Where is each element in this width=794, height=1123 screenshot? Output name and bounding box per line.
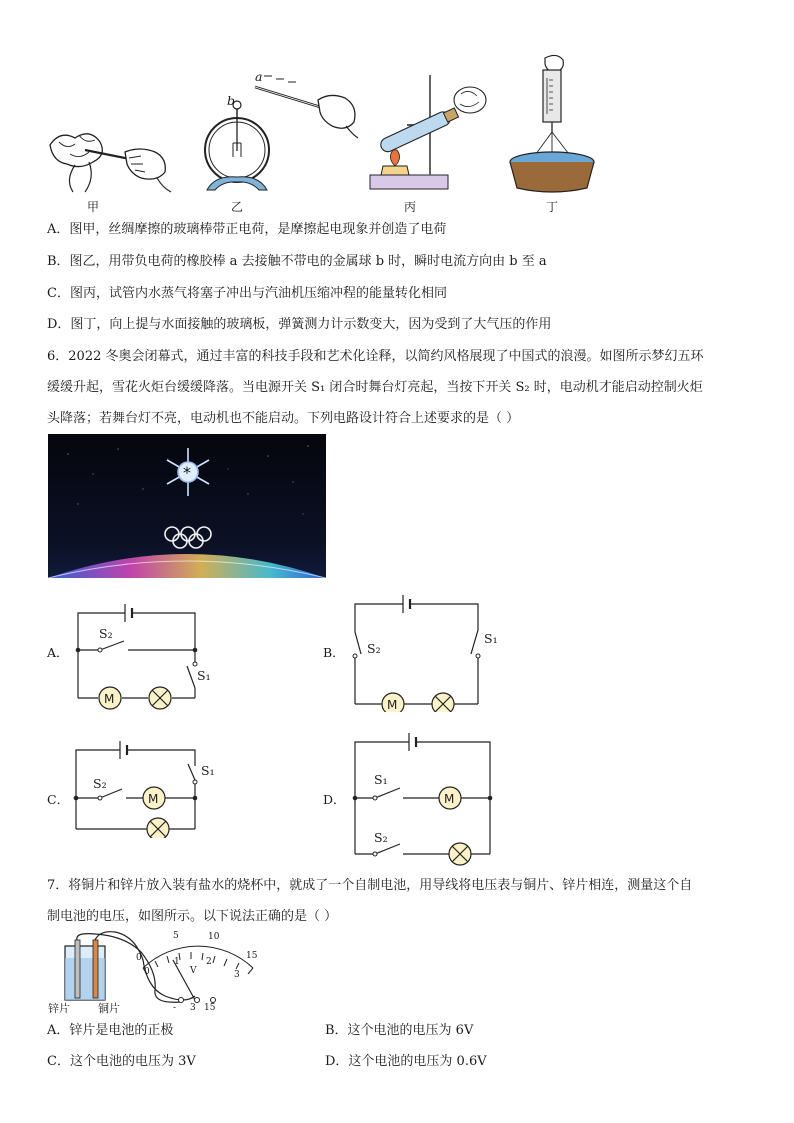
meter-upper-0: 0 [136,953,142,963]
terminal-3: 3 [190,1003,196,1013]
circuit-d-s2: S₂ [374,830,388,845]
option-letter-d: D． [323,792,346,807]
q7-option-d: D．这个电池的电压为 0.6V [325,1054,487,1069]
meter-unit: V [190,966,197,976]
motor-symbol: M [104,692,115,706]
circuit-d-s1: S₁ [374,772,388,787]
circuit-b-s2: S₂ [367,641,381,656]
label-zinc-plate: 锌片 [48,1002,70,1015]
q5-option-c: C．图丙，试管内水蒸气将塞子冲出与汽油机压缩冲程的能量转化相同 [47,286,447,301]
motor-symbol-d: M [444,792,455,806]
q5-option-a: A．图甲，丝绸摩擦的玻璃棒带正电荷，是摩擦起电现象并创造了电荷 [47,222,447,237]
circuit-c-s1: S₁ [201,763,215,778]
q6-stem-line-2: 缓缓升起，雪花火炬台缓缓降落。当电源开关 S₁ 闭合时舞台灯亮起，当按下开关 S₂ 时，电动机才能启动控制火炬 [47,380,703,395]
q7-option-b: B．这个电池的电压为 6V [325,1023,474,1038]
figure-jia-silk-rubbing [45,120,175,195]
meter-upper-15: 15 [246,951,258,961]
meter-lower-3: 3 [234,970,240,980]
q5-option-d: D．图丁，向上提与水面接触的玻璃板，弹簧测力计示数变大，因为受到了大气压的作用 [47,317,552,332]
q5-option-b: B．图乙，用带负电荷的橡胶棒 a 去接触不带电的金属球 b 时，瞬时电流方向由 b 至 a [47,254,547,269]
label-copper-plate: 铜片 [98,1002,120,1015]
q6-stem-line-3: 头降落；若舞台灯不亮，电动机也不能启动。下列电路设计符合上述要求的是（ ） [47,411,520,426]
circuit-c-s2: S₂ [93,776,107,791]
q6-stem-line-1: 6．2022 冬奥会闭幕式，通过丰富的科技手段和艺术化诠释，以简约风格展现了中国式的浪漫。如图所示梦幻五环 [47,349,704,364]
meter-lower-2: 2 [206,957,212,967]
label-a: a [255,69,263,84]
q7-stem-line-1: 7．将铜片和锌片放入装有盐水的烧杯中，就成了一个自制电池，用导线将电压表与铜片、锌片相连，测量这个自 [47,878,693,893]
olympic-ceremony-photo [48,434,326,578]
terminal-minus: - [173,1003,177,1013]
option-letter-b: B． [323,645,345,660]
label-b: b [227,93,236,108]
figure-ding-spring-scale [505,50,600,195]
meter-lower-0: 0 [144,967,150,977]
q7-option-a: A．锌片是电池的正极 [47,1023,174,1038]
caption-jia: 甲 [86,200,99,214]
caption-ding: 丁 [545,200,558,214]
meter-lower-1: 1 [174,957,180,967]
battery-voltmeter-figure [45,930,275,1015]
caption-bing: 丙 [403,200,416,214]
circuit-d [345,732,505,867]
q7-option-c: C．这个电池的电压为 3V [47,1054,196,1069]
figure-bing-test-tube [365,70,495,195]
caption-yi: 乙 [230,200,243,214]
svg-text:*: * [183,463,191,482]
meter-upper-10: 10 [208,932,220,942]
circuit-a-s2: S₂ [99,626,113,641]
option-letter-a: A． [47,645,69,660]
circuit-b-s1: S₁ [484,631,498,646]
motor-symbol-c: M [148,792,159,806]
motor-symbol-b: M [387,698,398,712]
circuit-a-s1: S₁ [197,668,211,683]
terminal-15: 15 [204,1003,216,1013]
meter-upper-5: 5 [173,931,179,941]
circuit-a [70,598,230,718]
q7-stem-line-2: 制电池的电压，如图所示。以下说法正确的是（ ） [47,909,338,924]
salt-water-beaker [65,940,105,1000]
option-letter-c: C． [47,792,70,807]
figure-rubber-rod-a [250,70,360,140]
